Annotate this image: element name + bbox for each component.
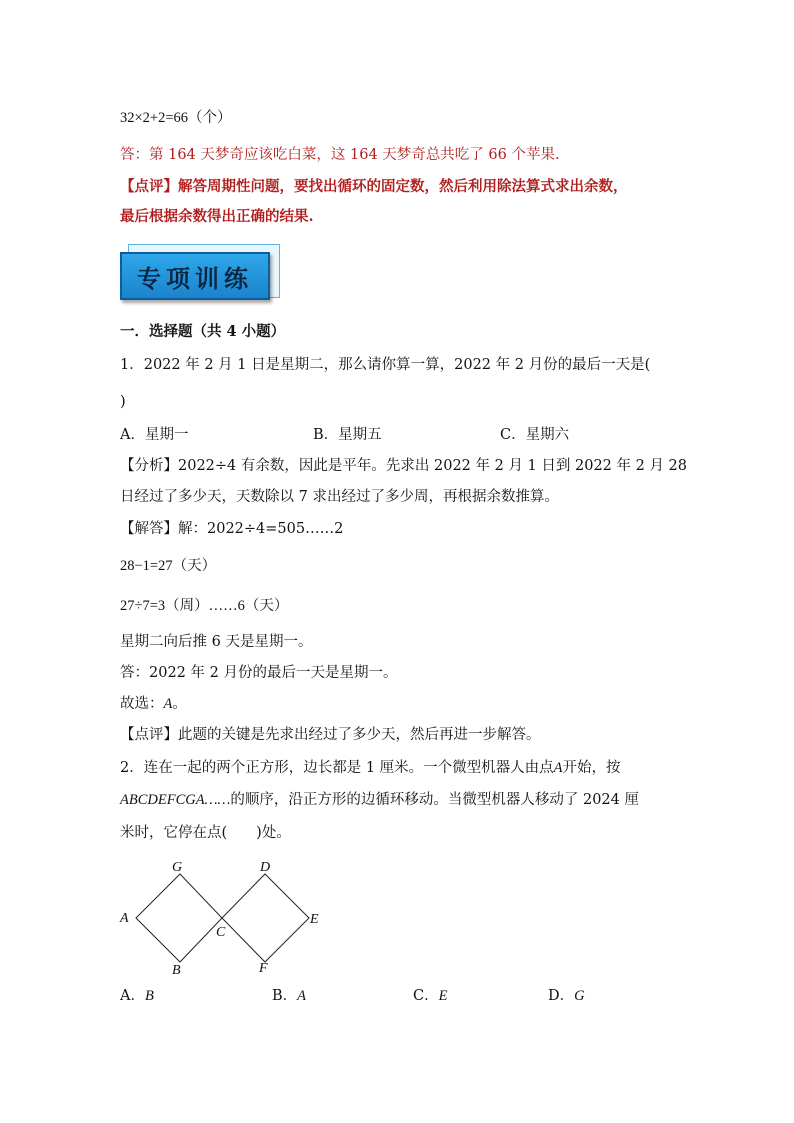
q2-option-d-letter: D． <box>548 988 575 1004</box>
right-square <box>222 874 309 962</box>
q1-option-a: A．星期一 <box>120 427 189 443</box>
previous-comment-line-1: 【点评】解答周期性问题，要找出循环的固定数，然后利用除法算式求出余数， <box>120 178 628 195</box>
q2-option-d <box>548 986 585 1006</box>
q1-choice <box>120 694 187 714</box>
q1-option-b: B．星期五 <box>313 427 382 443</box>
q2-stem-text-2: 开始，按 <box>562 760 621 776</box>
q2-stem-line-3: 米时，它停在点( )处。 <box>120 825 291 841</box>
q1-analysis-line-2: 日经过了多少天，天数除以 7 求出经过了多少周，再根据余数推算。 <box>120 489 559 505</box>
q2-option-b-letter: B． <box>272 988 298 1004</box>
section-heading: 一．选择题（共 4 小题） <box>120 323 286 340</box>
q1-solution-line-2: 28−1=27（天） <box>120 558 217 574</box>
q2-option-c-letter: C． <box>413 988 439 1004</box>
q1-choice-suffix: 。 <box>172 696 187 712</box>
q2-stem-sequence: ABCDEFCGA…… <box>120 792 231 808</box>
q1-solution-line-3: 27÷7=3（周）……6（天） <box>120 598 289 614</box>
q1-choice-letter: A <box>163 696 173 712</box>
banner-label: 专项训练 <box>137 264 253 293</box>
q1-stem-line-2: ) <box>120 394 126 410</box>
point-e-label: E <box>310 912 319 927</box>
point-b-label: B <box>172 963 181 978</box>
q2-option-d-value: G <box>574 988 585 1004</box>
q1-choice-prefix: 故选： <box>120 696 164 712</box>
q1-answer: 答：2022 年 2 月份的最后一天是星期一。 <box>120 665 398 681</box>
q2-option-c <box>413 986 447 1006</box>
q2-option-a-letter: A． <box>120 988 145 1004</box>
q1-stem-line-1: 1．2022 年 2 月 1 日是星期二，那么请你算一算，2022 年 2 月份的最后一天是( <box>120 357 651 373</box>
previous-answer: 答：第 164 天梦奇应该吃白菜，这 164 天梦奇总共吃了 66 个苹果. <box>120 147 560 163</box>
q2-stem-text-1: 2．连在一起的两个正方形，边长都是 1 厘米。一个微型机器人由点 <box>120 760 554 776</box>
calc-line: 32×2+2=66（个） <box>120 110 232 126</box>
point-f-label: F <box>259 961 268 976</box>
q1-comment: 【点评】此题的关键是先求出经过了多少天，然后再进一步解答。 <box>120 727 541 743</box>
q2-stem-line-1 <box>120 758 621 778</box>
section-banner <box>120 244 282 306</box>
q2-option-b <box>272 986 306 1006</box>
q2-option-b-value: A <box>297 988 307 1004</box>
q1-solution-line-1: 【解答】解：2022÷4=505……2 <box>120 521 344 537</box>
point-c-label: C <box>216 925 226 940</box>
q1-analysis-line-1: 【分析】2022÷4 有余数，因此是平年。先求出 2022 年 2 月 1 日到 2022 年 2 月 28 <box>120 458 688 474</box>
point-d-label: D <box>260 860 271 875</box>
previous-comment-line-2: 最后根据余数得出正确的结果. <box>120 208 314 225</box>
q1-option-c: C．星期六 <box>500 427 570 443</box>
q2-option-c-value: E <box>438 988 448 1004</box>
q2-option-a-value: B <box>144 988 154 1004</box>
q2-stem-text-3: 的顺序，沿正方形的边循环移动。当微型机器人移动了 2024 厘 <box>230 792 639 808</box>
q2-option-a <box>120 986 154 1006</box>
point-g-label: G <box>172 860 183 875</box>
q2-stem-point-a: A <box>553 760 563 776</box>
two-squares-figure <box>110 850 340 985</box>
q1-solution-line-4: 星期二向后推 6 天是星期一。 <box>120 634 313 650</box>
point-a-label: A <box>120 911 129 926</box>
left-square <box>136 874 222 962</box>
q2-stem-line-2 <box>120 790 639 810</box>
